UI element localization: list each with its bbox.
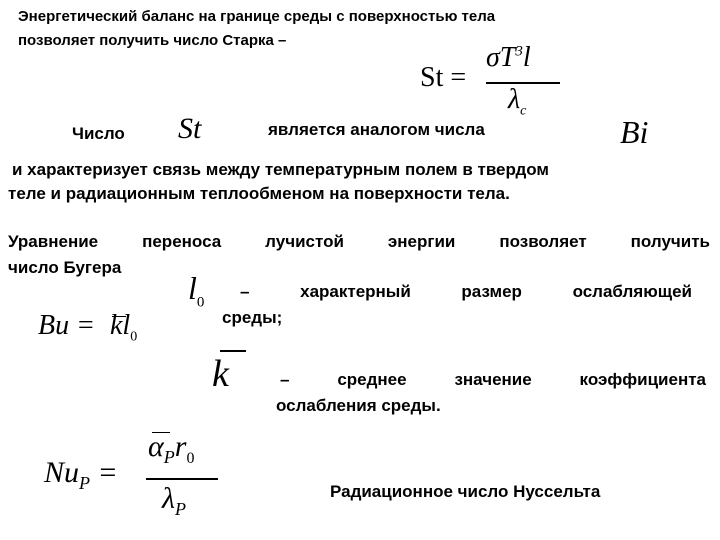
paragraph3-line-2: число Бугера	[8, 258, 122, 277]
stark-numerator: $\sigma T^3l$	[486, 42, 531, 73]
l0-symbol: $l_0$	[188, 270, 205, 311]
nusselt-fraction-bar	[146, 478, 218, 480]
paragraph2-line-2: и характеризует связь между температурным полем в твердом	[12, 160, 549, 179]
l0-description-line-2: среды;	[222, 308, 283, 327]
nusselt-numerator: $\alpha_Pr_0$	[148, 430, 195, 467]
stark-denominator: $\lambda_c$	[508, 84, 527, 119]
nusselt-caption: Радиационное число Нуссельта	[330, 482, 601, 501]
paragraph3-line-1: Уравнение переноса лучистой энергии позволяет получить	[8, 232, 710, 251]
bouguer-rhs: $kl_0$	[110, 310, 138, 345]
nusselt-formula	[44, 426, 244, 526]
k-symbol: k	[212, 353, 229, 395]
bouguer-lhs: Bu =	[38, 310, 95, 341]
k-description-line-2: ослабления среды.	[276, 396, 441, 415]
intro-line-2: позволяет получить число Старка –	[18, 32, 287, 49]
st-symbol: St	[178, 112, 202, 145]
stark-formula	[420, 40, 560, 120]
paragraph2-line-3: теле и радиационным теплообменом на поверхности тела.	[8, 184, 510, 203]
intro-line-1: Энергетический баланс на границе среды с поверхностью тела	[18, 8, 496, 25]
bouguer-formula	[38, 306, 158, 356]
bi-symbol: Bi	[620, 114, 649, 150]
number-label: Число	[72, 124, 125, 143]
stark-lhs: St =	[420, 62, 467, 93]
nusselt-denominator: $\lambda_P$	[162, 482, 186, 519]
nusselt-lhs: $Nu_P$ =	[44, 456, 118, 493]
k-description-line-1: – среднее значение коэффициента	[280, 370, 706, 389]
l0-description-line-1: – характерный размер ослабляющей	[240, 282, 692, 301]
analog-text: является аналогом числа	[268, 120, 485, 139]
